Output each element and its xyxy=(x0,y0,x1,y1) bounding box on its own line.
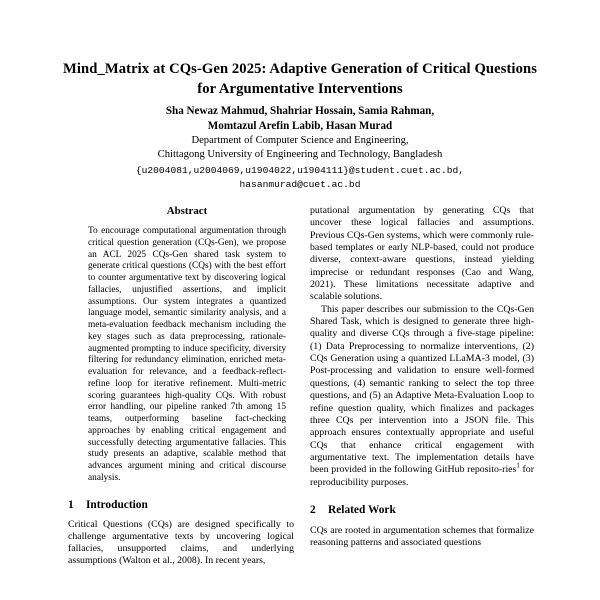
related-work-paragraph-1: CQs are rooted in argumentation schemes that formalize reasoning patterns and associated questions xyxy=(310,524,534,549)
section-title: Introduction xyxy=(86,498,148,511)
abstract-body: To encourage computational argumentation through critical question generation (CQs-Gen), we propose an ACL 2025 CQs-Gen shared task system to generate critical questions (CQs) with the best effort to counter argumentative text by discovering logical fallacies, unjustified assertions, and implicit assumptions. Our system integrates a quantized language model, semantic similarity analysis, and a meta-evaluation feedback mechanism including the key stages such as data preprocessing, rationale-augmented prompting to induce specificity, diversity filtering for redundancy elimination, enriched meta-evaluation for relevance, and a feedback-reflect-refine loop for iterative refinement. Multi-metric scoring guarantees high-quality CQs. With robust error handling, our pipeline ranked 7th among 15 teams, outperforming baseline fact-checking approaches by enabling critical engagement and successfully detecting argumentative fallacies. This study presents an adaptive, scalable method that advances argument mining and critical discourse analysis. xyxy=(88,226,286,483)
abstract-heading: Abstract xyxy=(166,205,208,217)
abstract-block xyxy=(88,205,286,485)
section-number: 1 xyxy=(68,498,74,511)
section-heading-related-work xyxy=(310,503,534,517)
section-introduction xyxy=(68,498,294,567)
author-list xyxy=(62,104,538,133)
affiliation-line-1: Department of Computer Science and Engineering, xyxy=(191,135,409,146)
intro-paragraph-2-text: This paper describes our submission to the CQs-Gen Shared Task, which is designed to generate three high-quality and diverse CQs through a five-stage pipeline: (1) Data Preprocessing to normalize interventions, (2) CQs Generation using a quantized LLaMA-3 model, (3) Post-processing and validation to ensure well-formed questions, (4) semantic ranking to select the top three questions, and (5) an Adaptive Meta-Evaluation Loop to refine question quality, which finalizes and packages three CQs per intervention into a JSON file. This approach ensures contextually appropriate and useful CQs that enhance critical engagement with argumentative text. The implementation details have been provided in the following GitHub reposito- xyxy=(310,303,534,476)
intro-paragraph-2 xyxy=(310,304,534,489)
section-number: 2 xyxy=(310,503,316,516)
affiliation-line-2: Chittagong University of Engineering and Technology, Bangladesh xyxy=(157,149,443,161)
section-title: Related Work xyxy=(328,503,396,516)
footnote-ref-prefix: ries xyxy=(502,464,517,476)
left-column xyxy=(68,205,294,567)
author-line-2: Momtazul Arefin Labib, Hasan Murad xyxy=(207,119,393,132)
email-line-1: {u2004081,u2004069,u1904022,u1904111}@student.cuet.ac.bd, xyxy=(135,165,465,176)
section-heading-introduction xyxy=(68,498,294,512)
author-line-1: Sha Newaz Mahmud, Shahriar Hossain, Samia Rahman, xyxy=(165,105,435,117)
email-block xyxy=(62,164,538,192)
right-column xyxy=(310,205,534,550)
email-line-2: hasanmurad@cuet.ac.bd xyxy=(239,179,361,191)
intro-paragraph-continued: putational argumentation by generating CQs that uncover these logical fallacies and assumptions. Previous CQs-Gen systems, which were commonly rule-based templates or early NLP-based, could not produce diverse, context-aware questions, instead yielding imprecise or redundant responses (Cao and Wang, 2021). These limitations necessitate adaptive and scalable solutions. xyxy=(310,205,534,303)
section-related-work xyxy=(310,503,534,550)
intro-paragraph-1: Critical Questions (CQs) are designed specifically to challenge argumentative texts by uncovering logical fallacies, unsupported claims, and underlying assumptions (Walton et al., 2008). In recent years, xyxy=(68,518,294,566)
affiliation xyxy=(62,134,538,163)
footnote-ref-suffix: for reproducibility purposes. xyxy=(310,464,534,488)
footnote-marker: 1 xyxy=(516,462,520,470)
page-title: Mind_Matrix at CQs-Gen 2025: Adaptive Generation of Critical Questions for Argumentative Interventions xyxy=(63,61,537,97)
